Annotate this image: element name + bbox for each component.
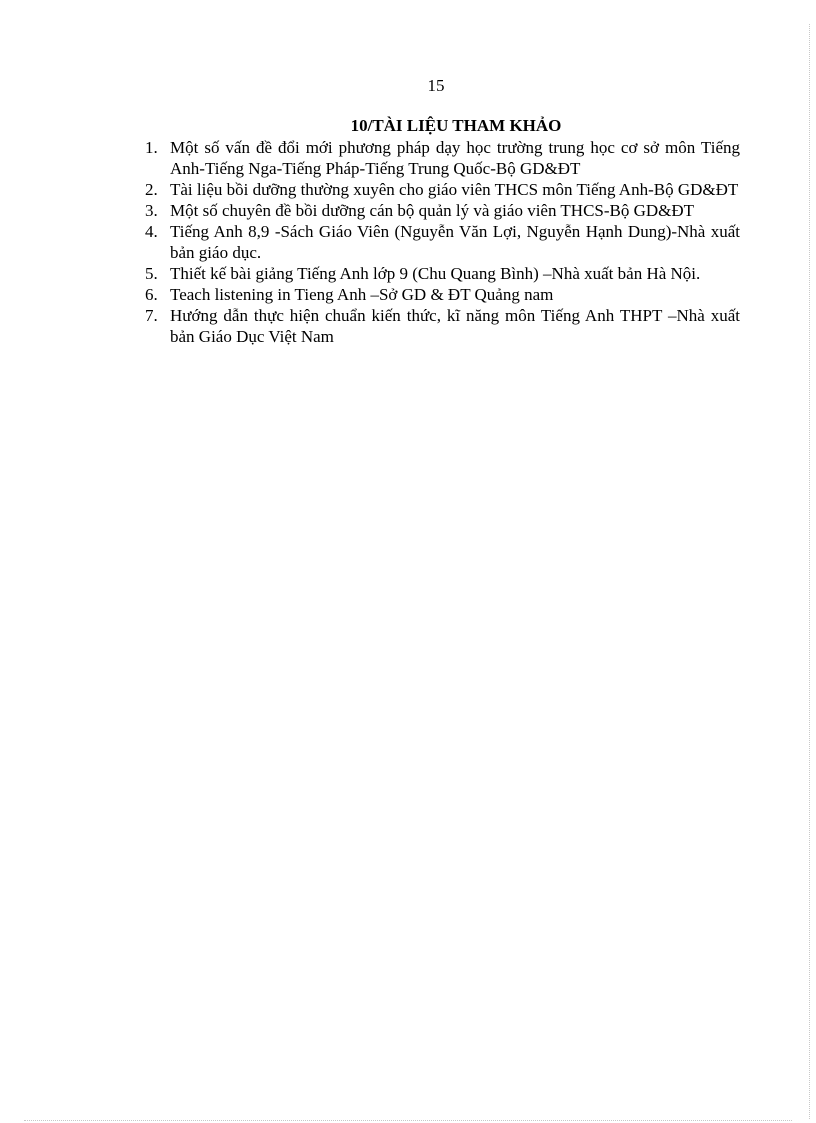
reference-item xyxy=(140,137,740,179)
reference-text: Tiếng Anh 8,9 -Sách Giáo Viên (Nguyễn Văn Lợi, Nguyễn Hạnh Dung)-Nhà xuất bản giáo dục. xyxy=(170,222,740,262)
reference-number: 7. xyxy=(145,306,158,325)
page-border-bottom xyxy=(24,1120,792,1121)
section-heading: 10/TÀI LIỆU THAM KHẢO xyxy=(350,116,562,135)
reference-list xyxy=(140,137,740,347)
reference-item xyxy=(140,221,740,263)
reference-item xyxy=(140,200,740,221)
reference-number: 6. xyxy=(145,285,158,304)
page-border-right xyxy=(809,24,810,1119)
reference-number: 2. xyxy=(145,180,158,199)
reference-item xyxy=(140,179,740,200)
reference-text: Một số chuyên đề bồi dưỡng cán bộ quản lý và giáo viên THCS-Bộ GD&ĐT xyxy=(170,201,695,220)
reference-text: Teach listening in Tieng Anh –Sở GD & ĐT Quảng nam xyxy=(170,285,554,304)
reference-number: 5. xyxy=(145,264,158,283)
reference-number: 3. xyxy=(145,201,158,220)
reference-number: 4. xyxy=(145,222,158,241)
reference-item xyxy=(140,305,740,347)
reference-text: Một số vấn đề đổi mới phương pháp dạy học trường trung học cơ sở môn Tiếng Anh-Tiếng Nga-Tiếng Pháp-Tiếng Trung Quốc-Bộ GD&ĐT xyxy=(170,138,740,178)
reference-text: Thiết kế bài giảng Tiếng Anh lớp 9 (Chu Quang Bình) –Nhà xuất bản Hà Nội. xyxy=(170,264,701,283)
page-number: 15 xyxy=(427,76,445,95)
reference-item xyxy=(140,263,740,284)
reference-text: Tài liệu bồi dưỡng thường xuyên cho giáo viên THCS môn Tiếng Anh-Bộ GD&ĐT xyxy=(170,180,739,199)
reference-text: Hướng dẫn thực hiện chuẩn kiến thức, kĩ năng môn Tiếng Anh THPT –Nhà xuất bản Giáo Dục Việt Nam xyxy=(170,306,740,346)
reference-item xyxy=(140,284,740,305)
reference-number: 1. xyxy=(145,138,158,157)
